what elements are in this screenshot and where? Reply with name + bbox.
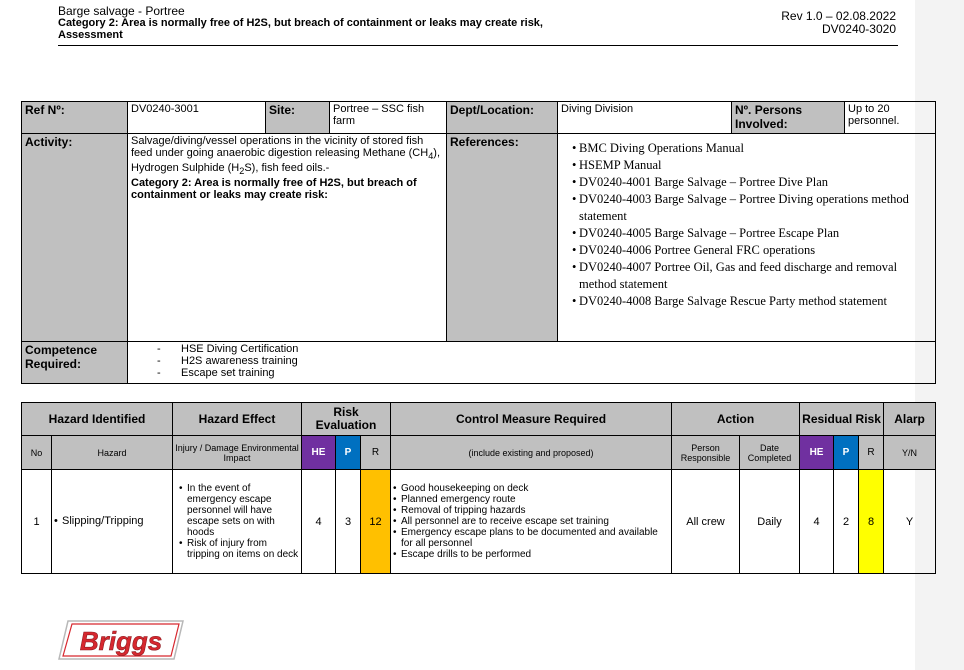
- header-hazard-effect: Hazard Effect: [173, 403, 302, 436]
- subheader-residual-p: P: [834, 436, 859, 470]
- subheader-person: Person Responsible: [672, 436, 740, 470]
- site-label: Site:: [266, 102, 330, 134]
- hazard-table: [21, 402, 936, 574]
- subheader-yn: Y/N: [884, 436, 936, 470]
- header-risk-evaluation: Risk Evaluation: [302, 403, 391, 436]
- control-item: • Emergency escape plans to be documented and available for all personnel: [393, 527, 669, 549]
- row-r: 12: [361, 470, 391, 574]
- category-line-2: Assessment: [58, 29, 123, 41]
- activity-sub-2: 2: [239, 166, 245, 177]
- subheader-date: Date Completed: [740, 436, 800, 470]
- doc-number: DV0240-3020: [821, 22, 896, 36]
- activity-text-1: Salvage/diving/vessel operations in the vicinity of stored fish feed under going anaerobic digestion releasing Methane (CH: [131, 135, 429, 159]
- effect-item: • Risk of injury from tripping on items on deck: [179, 538, 299, 560]
- activity-sub-1: 4: [428, 151, 434, 162]
- row-p: 3: [336, 470, 361, 574]
- row-he: 4: [302, 470, 336, 574]
- competence-list: [131, 343, 932, 379]
- row-person: All crew: [672, 470, 740, 574]
- header-action: Action: [672, 403, 800, 436]
- reference-item: • DV0240-4006 Portree General FRC operations: [572, 242, 931, 259]
- subheader-hazard: Hazard: [52, 436, 173, 470]
- subheader-residual-r: R: [859, 436, 884, 470]
- reference-item: • DV0240-4007 Portree Oil, Gas and feed discharge and removal method statement: [572, 259, 931, 293]
- control-item: • All personnel are to receive escape set training: [393, 516, 669, 527]
- dept-label: Dept/Location:: [447, 102, 558, 134]
- control-item: • Removal of tripping hazards: [393, 505, 669, 516]
- activity-label: Activity:: [22, 134, 128, 342]
- dept-value: Diving Division: [558, 102, 732, 134]
- briggs-logo: [58, 620, 184, 660]
- table-row: [22, 470, 936, 574]
- subheader-control-note: (include existing and proposed): [391, 436, 672, 470]
- persons-value: Up to 20 personnel.: [845, 102, 936, 134]
- competence-item: - H2S awareness training: [157, 355, 932, 367]
- reference-item: • DV0240-4001 Barge Salvage – Portree Dive Plan: [572, 174, 931, 191]
- references-list: [572, 140, 931, 310]
- ref-label: Ref Nº:: [22, 102, 128, 134]
- activity-text-3: S), fish feed oils.-: [244, 162, 330, 175]
- subheader-he: HE: [302, 436, 336, 470]
- subheader-r: R: [361, 436, 391, 470]
- logo-text: Briggs: [79, 626, 163, 656]
- row-no: 1: [22, 470, 52, 574]
- persons-label: Nº. Persons Involved:: [732, 102, 845, 134]
- row-residual-r: 8: [859, 470, 884, 574]
- category-line-1: Category 2: Area is normally free of H2S, but breach of containment or leaks may create risk,: [58, 17, 543, 29]
- row-alarp: Y: [884, 470, 936, 574]
- competence-item: - Escape set training: [157, 367, 932, 379]
- site-value: Portree – SSC fish farm: [330, 102, 447, 134]
- ref-value: DV0240-3001: [128, 102, 266, 134]
- assessment-info-table: [21, 101, 936, 384]
- row-controls-cell: [391, 470, 672, 574]
- control-item: • Planned emergency route: [393, 494, 669, 505]
- activity-category: Category 2: Area is normally free of H2S, but breach of containment or leaks may create risk:: [131, 177, 417, 202]
- document-title: Barge salvage - Portree: [58, 4, 185, 18]
- activity-text-2: ), Hydrogen Sulphide (H: [131, 147, 441, 175]
- competence-item: - HSE Diving Certification: [157, 343, 932, 355]
- row-residual-p: 2: [834, 470, 859, 574]
- header-control-measure: Control Measure Required: [391, 403, 672, 436]
- subheader-no: No: [22, 436, 52, 470]
- references-label: References:: [447, 134, 558, 342]
- references-cell: [558, 134, 936, 342]
- hazard-item: • Slipping/Tripping: [54, 516, 170, 527]
- subheader-residual-he: HE: [800, 436, 834, 470]
- hazard-list: [54, 516, 170, 527]
- row-hazard-cell: [52, 470, 173, 574]
- subheader-injury: Injury / Damage Environmental Impact: [173, 436, 302, 470]
- page-header: [58, 5, 898, 46]
- reference-item: • BMC Diving Operations Manual: [572, 140, 931, 157]
- controls-list: [393, 483, 669, 560]
- header-right: [781, 10, 896, 36]
- row-effects-cell: [173, 470, 302, 574]
- header-left: [58, 5, 543, 41]
- competence-label: Competence Required:: [22, 342, 128, 384]
- reference-item: • DV0240-4003 Barge Salvage – Portree Diving operations method statement: [572, 191, 931, 225]
- header-hazard-identified: Hazard Identified: [22, 403, 173, 436]
- row-date: Daily: [740, 470, 800, 574]
- reference-item: • DV0240-4005 Barge Salvage – Portree Escape Plan: [572, 225, 931, 242]
- activity-description: [128, 134, 447, 342]
- header-alarp: Alarp: [884, 403, 936, 436]
- row-residual-he: 4: [800, 470, 834, 574]
- subheader-p: P: [336, 436, 361, 470]
- header-residual-risk: Residual Risk: [800, 403, 884, 436]
- effect-item: • In the event of emergency escape personnel will have escape sets on with hoods: [179, 483, 299, 538]
- reference-item: • HSEMP Manual: [572, 157, 931, 174]
- revision-date: Rev 1.0 – 02.08.2022: [781, 9, 896, 23]
- competence-cell: [128, 342, 936, 384]
- effects-list: [175, 483, 299, 560]
- control-item: • Good housekeeping on deck: [393, 483, 669, 494]
- control-item: • Escape drills to be performed: [393, 549, 669, 560]
- reference-item: • DV0240-4008 Barge Salvage Rescue Party method statement: [572, 293, 931, 310]
